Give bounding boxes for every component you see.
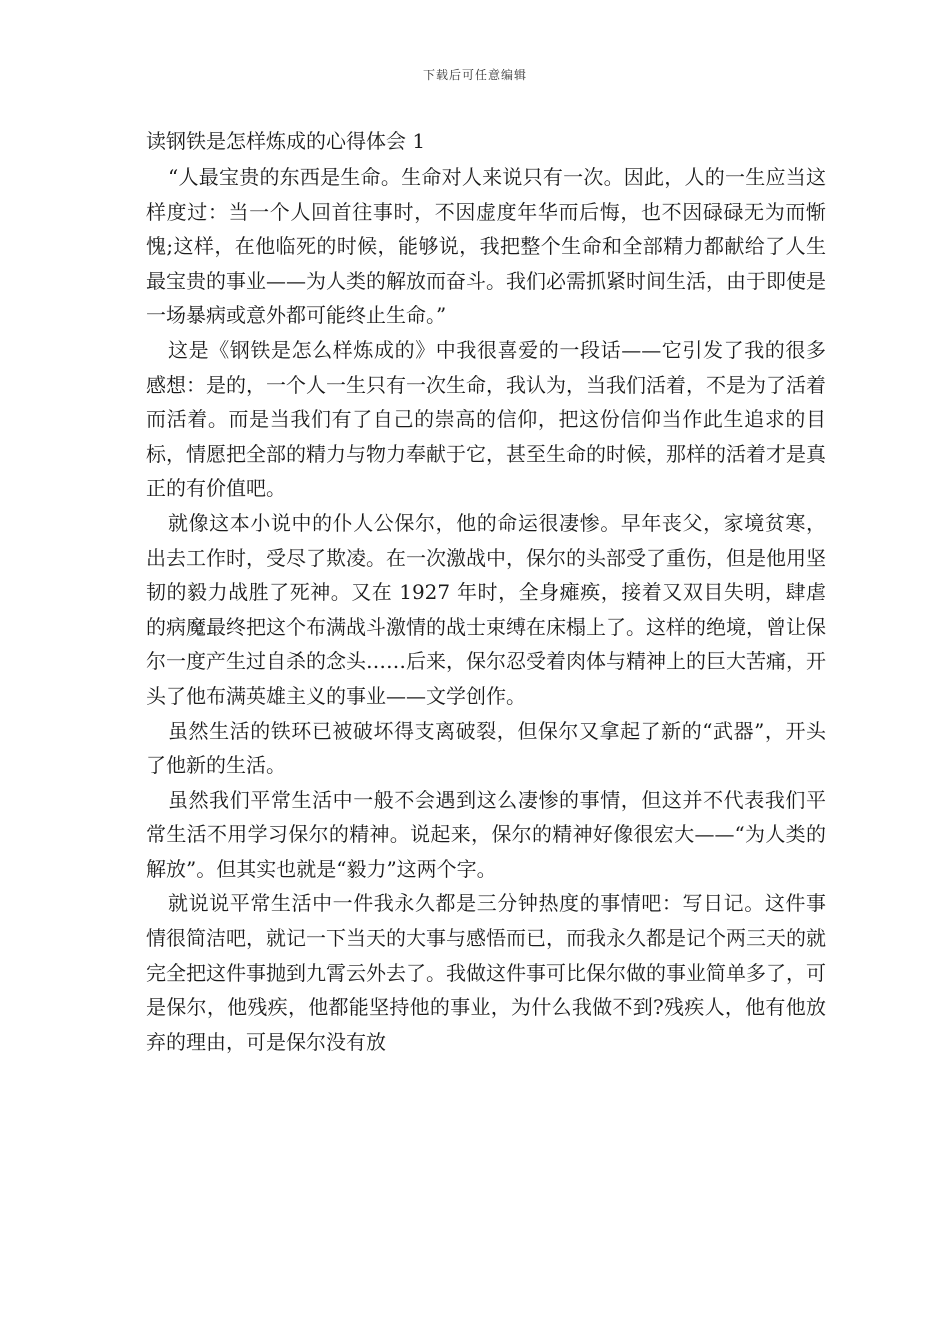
document-title: 读钢铁是怎样炼成的心得体会 1 [146, 129, 426, 153]
paragraph: 就说说平常生活中一件我永久都是三分钟热度的事情吧：写日记。这件事情很简洁吧，就记一下当天的大事与感悟而已，而我永久都是记个两三天的就完全把这件事抛到九霄云外去了。我做这件事可比保尔做的事业简单多了，可是保尔，他残疾，他都能坚持他的事业，为什么我做不到?残疾人，他有他放弃的理由，可是保尔没有放 [146, 891, 826, 1054]
paragraph: 这是《钢铁是怎么样炼成的》中我很喜爱的一段话——它引发了我的很多感想：是的，一个人一生只有一次生命，我认为，当我们活着，不是为了活着而活着。而是当我们有了自己的崇高的信仰，把这份信仰当作此生追求的目标，情愿把全部的精力与物力奉献于它，甚至生命的时候，那样的活着才是真正的有价值吧。 [146, 337, 826, 501]
header-note: 下载后可任意编辑 [422, 68, 527, 82]
paragraph: “人最宝贵的东西是生命。生命对人来说只有一次。因此，人的一生应当这样度过：当一个人回首往事时，不因虚度年华而后悔，也不因碌碌无为而惭愧;这样，在他临死的时候，能够说，我把整个生命和全部精力都献给了人生最宝贵的事业——为人类的解放而奋斗。我们必需抓紧时间生活，由于即使是一场暴病或意外都可能终止生命。” [146, 165, 826, 328]
paragraph: 就像这本小说中的仆人公保尔，他的命运很凄惨。早年丧父，家境贫寒，出去工作时，受尽了欺凌。在一次激战中，保尔的头部受了重伤，但是他用坚韧的毅力战胜了死神。又在 1927 年时，全身瘫痪，接着又双目失明，肆虐的病魔最终把这个布满战斗激情的战士束缚在床榻上了。这样的绝境，曾让保尔一度产生过自杀的念头……后来，保尔忍受着肉体与精神上的巨大苦痛，开头了他布满英雄主义的事业——文学创作。 [146, 510, 826, 708]
document-body [146, 124, 826, 1059]
paragraph: 虽然我们平常生活中一般不会遇到这么凄惨的事情，但这并不代表我们平常生活不用学习保尔的精神。说起来，保尔的精神好像很宏大——“为人类的解放”。但其实也就是“毅力”这两个字。 [146, 787, 826, 881]
paragraph: 虽然生活的铁环已被破坏得支离破裂，但保尔又拿起了新的“武器”，开头了他新的生活。 [146, 718, 826, 778]
